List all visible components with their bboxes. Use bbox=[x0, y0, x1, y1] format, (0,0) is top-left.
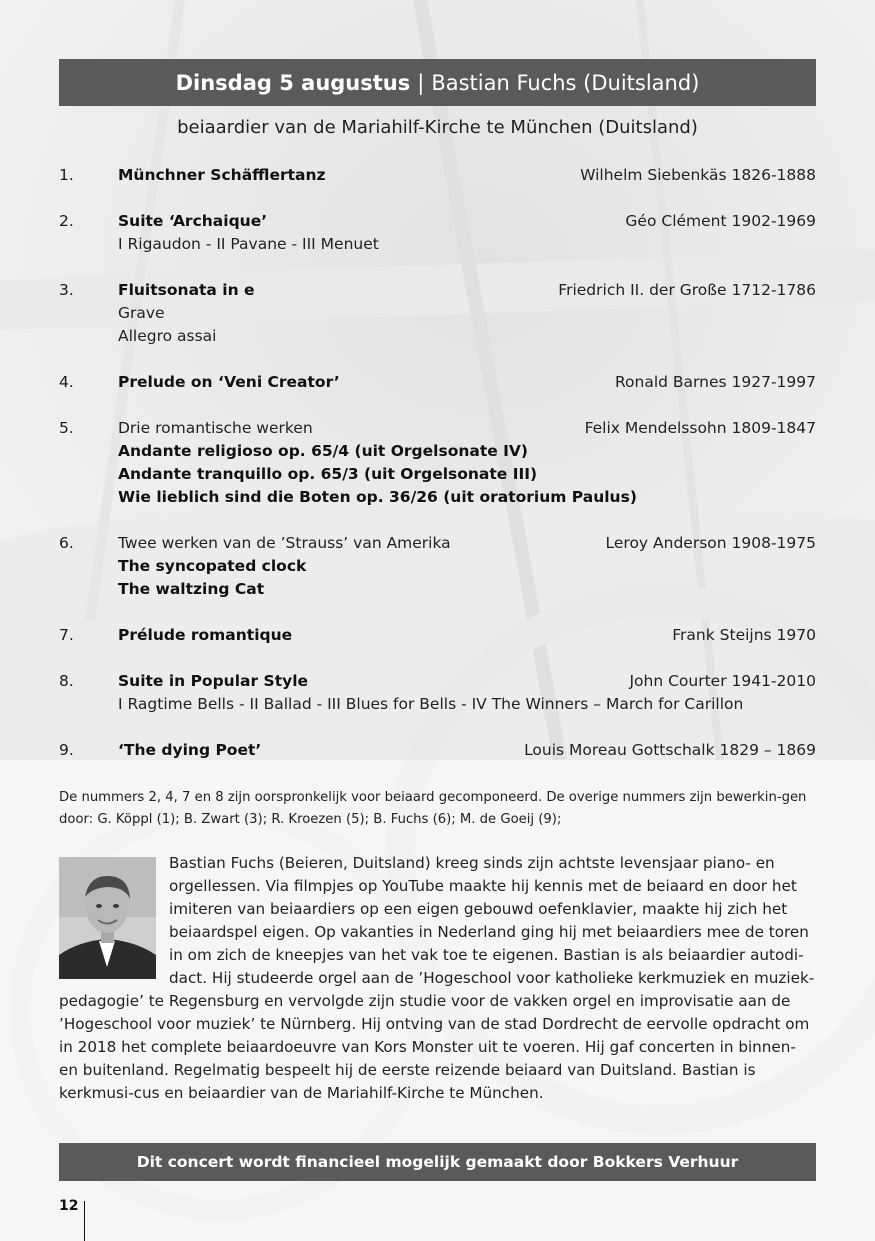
item-number: 4. bbox=[59, 373, 74, 391]
program-item bbox=[59, 417, 816, 509]
group-intro: Twee werken van de ’Strauss’ van Amerika bbox=[118, 534, 451, 552]
item-number: 9. bbox=[59, 741, 74, 759]
program-item bbox=[59, 739, 816, 762]
piece-title: Suite in Popular Style bbox=[118, 672, 309, 690]
piece-title: Suite ‘Archaique’ bbox=[118, 212, 268, 230]
performer-name: Bastian Fuchs (Duitsland) bbox=[431, 70, 700, 95]
composer: Friedrich II. der Große 1712-1786 bbox=[558, 281, 816, 299]
composer: John Courter 1941-2010 bbox=[629, 672, 816, 690]
piece-title: Andante religioso op. 65/4 (uit Orgelsonate IV) bbox=[118, 442, 529, 460]
item-number: 8. bbox=[59, 672, 74, 690]
sponsor-banner bbox=[59, 1143, 816, 1181]
program-item bbox=[59, 670, 816, 716]
biography-text: Bastian Fuchs (Beieren, Duitsland) kreeg sinds zijn achtste levensjaar piano- en orgellessen. Via filmpjes op YouTube maakte hij kennis met de beiaard en door het imiteren van beiaardiers op een eigen gebouwd oefenklavier, maakte hij zich het beiaardspel eigen. Op vakanties in Nederland ging hij met beiaardiers mee de toren in om zich de kneepjes van het vak toe te eigenen. Bastian is als beiaardier autodi-dact. Hij studeerde orgel aan de ’Hogeschool voor katholieke kerkmuziek en muziek-pedagogie’ te Regensburg en vervolgde zijn studie voor de vakken orgel en improvisatie aan de ’Hogeschool voor muziek’ te Nürnberg. Hij ontving van de stad Dordrecht de eervolle opdracht om in 2018 het complete beiaardoeuvre van Kors Monster uit te voeren. Hij gaf concerten in binnen- en buitenland. Regelmatig bespeelt hij de eerste reizende beiaard van Duitsland. Bastian is kerkmusi-cus en beiaardier van de Mariahilf-Kirche te München. bbox=[59, 854, 815, 1102]
movements: I Rigaudon - II Pavane - III Menuet bbox=[118, 235, 379, 253]
header-separator: | bbox=[417, 70, 425, 95]
item-number: 5. bbox=[59, 419, 74, 437]
program-item bbox=[59, 210, 816, 256]
piece-title: Prelude on ‘Veni Creator’ bbox=[118, 373, 340, 391]
performer-portrait bbox=[59, 857, 156, 979]
program-item bbox=[59, 371, 816, 394]
piece-title: Fluitsonata in e bbox=[118, 281, 255, 299]
page-divider bbox=[84, 1201, 85, 1241]
piece-title: Wie lieblich sind die Boten op. 36/26 (uit oratorium Paulus) bbox=[118, 488, 637, 506]
program-item bbox=[59, 532, 816, 601]
item-number: 1. bbox=[59, 166, 74, 184]
group-intro: Drie romantische werken bbox=[118, 419, 313, 437]
composer: Felix Mendelssohn 1809-1847 bbox=[584, 419, 816, 437]
movements: I Ragtime Bells - II Ballad - III Blues for Bells - IV The Winners – March for Carillon bbox=[118, 695, 744, 713]
movement: Allegro assai bbox=[118, 327, 217, 345]
composer: Leroy Anderson 1908-1975 bbox=[605, 534, 816, 552]
item-number: 7. bbox=[59, 626, 74, 644]
sponsor-text: Dit concert wordt financieel mogelijk gemaakt door Bokkers Verhuur bbox=[136, 1153, 739, 1171]
program-item bbox=[59, 624, 816, 647]
composer: Ronald Barnes 1927-1997 bbox=[614, 373, 816, 391]
piece-title: ‘The dying Poet’ bbox=[118, 741, 262, 759]
composer: Wilhelm Siebenkäs 1826-1888 bbox=[580, 166, 816, 184]
item-number: 6. bbox=[59, 534, 74, 552]
page-number: 12 bbox=[59, 1198, 79, 1214]
item-number: 3. bbox=[59, 281, 74, 299]
concert-date: Dinsdag 5 augustus bbox=[175, 70, 411, 95]
piece-title: Prélude romantique bbox=[118, 626, 293, 644]
piece-title: The waltzing Cat bbox=[118, 580, 265, 598]
program-item bbox=[59, 164, 816, 187]
piece-title: The syncopated clock bbox=[118, 557, 307, 575]
movement: Grave bbox=[118, 304, 165, 322]
composer: Géo Clément 1902-1969 bbox=[625, 212, 816, 230]
program-item bbox=[59, 279, 816, 348]
composer: Frank Steijns 1970 bbox=[672, 626, 816, 644]
program-list bbox=[59, 164, 816, 785]
item-number: 2. bbox=[59, 212, 74, 230]
piece-title: Andante tranquillo op. 65/3 (uit Orgelsonate III) bbox=[118, 465, 538, 483]
composer: Louis Moreau Gottschalk 1829 – 1869 bbox=[524, 741, 816, 759]
biography bbox=[59, 852, 816, 1105]
arrangement-note: De nummers 2, 4, 7 en 8 zijn oorspronkelijk voor beiaard gecomponeerd. De overige nummers zijn bewerkin-gen door: G. Köppl (1); B. Zwart (3); R. Kroezen (5); B. Fuchs (6); M. de Goeij (9); bbox=[59, 790, 807, 827]
piece-title: Münchner Schäfflertanz bbox=[118, 166, 326, 184]
performer-subtitle: beiaardier van de Mariahilf-Kirche te München (Duitsland) bbox=[177, 117, 698, 138]
header-banner bbox=[59, 59, 816, 106]
